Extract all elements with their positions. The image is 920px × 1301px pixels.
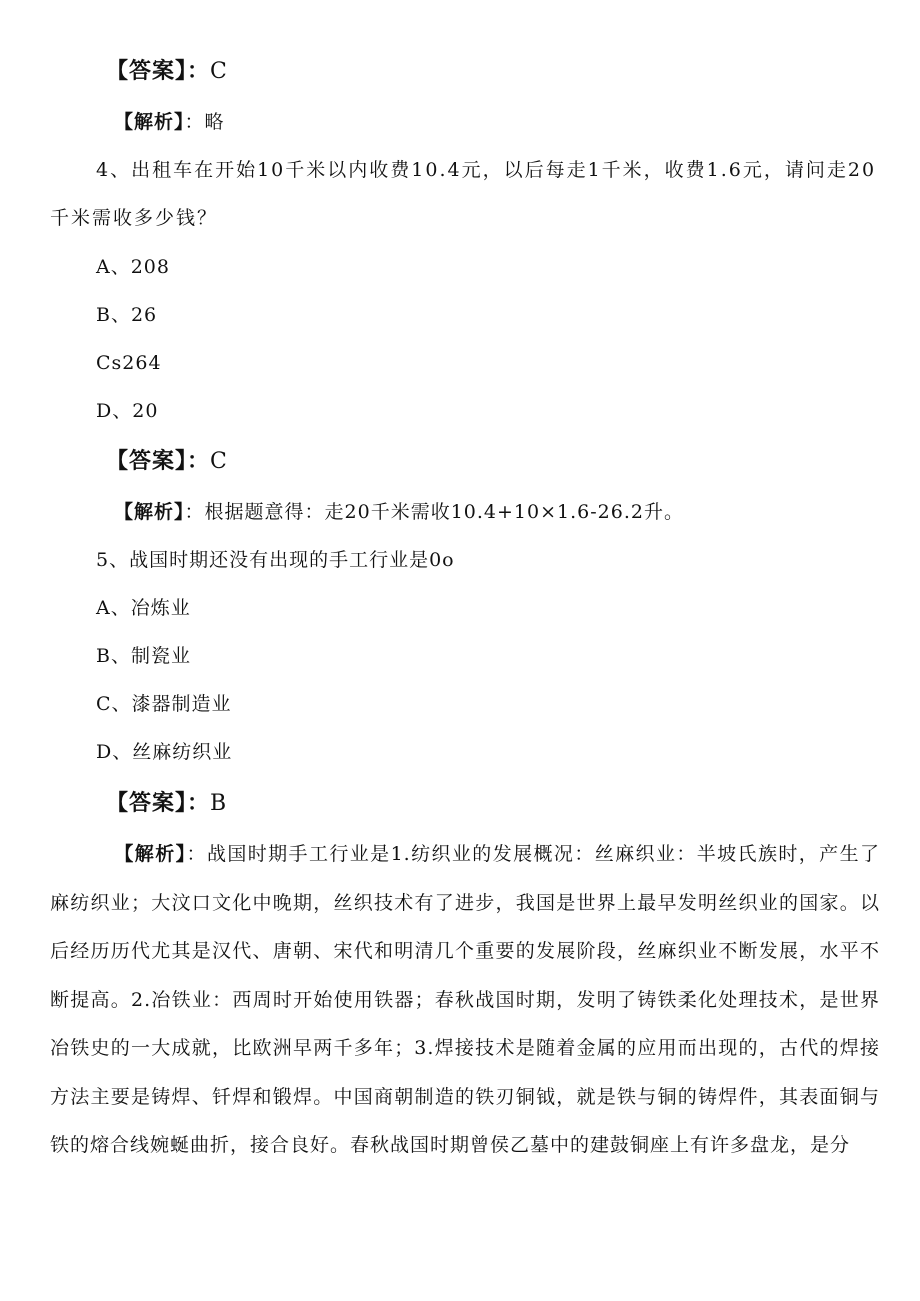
answer-separator: ： [187,791,211,816]
q5-stem: 5、战国时期还没有出现的手工行业是0o [96,549,455,571]
q5-analysis [50,830,880,1170]
analysis-label: 【解析】 [114,111,185,133]
answer-label: 【答案】 [106,791,188,816]
q5-option-b: B、制瓷业 [96,645,191,667]
q4-option-d: D、20 [96,400,159,422]
answer-value: C [210,449,228,474]
q4-stem-line-2: 千米需收多少钱？ [50,207,219,229]
analysis-text: 根据题意得：走20千米需收10.4+10×1.6-26.2升。 [204,501,684,523]
q5-answer [106,792,227,816]
answer-label: 【答案】 [106,449,188,474]
analysis-text: 战国时期手工行业是1.纺织业的发展概况：丝麻织业：半坡氏族时，产生了麻纺织业；大汶口文化中晚期，丝织技术有了进步，我国是世界上最早发明丝织业的国家。以后经历历代尤其是汉代、唐朝、宋代和明清几个重要的发展阶段，丝麻织业不断发展，水平不断提高。2.冶铁业：西周时开始使用铁器；春秋战国时期，发明了铸铁柔化处理技术，是世界冶铁史的一大成就，比欧洲早两千多年；3.焊接技术是随着金属的应用而出现的，古代的焊接方法主要是铸焊、钎焊和锻焊。中国商朝制造的铁刃铜钺，就是铁与铜的铸焊件，其表面铜与铁的熔合线婉蜒曲折，接合良好。春秋战国时期曾侯乙墓中的建鼓铜座上有许多盘龙，是分 [50,843,880,1156]
analysis-label: 【解析】 [114,843,187,865]
q4-option-c: Cs264 [96,352,162,374]
answer-separator: ： [187,449,211,474]
q4-option-b: B、26 [96,304,158,326]
analysis-separator: ： [184,501,205,523]
q4-stem-line-1: 4、出租车在开始10千米以内收费10.4元，以后每走1千米，收费1.6元，请问走20 [96,159,877,181]
analysis-label: 【解析】 [114,501,185,523]
q4-option-a: A、208 [96,256,170,278]
q3-analysis [114,110,225,134]
q4-answer [106,450,228,474]
answer-value: B [210,791,228,816]
analysis-separator: ： [186,843,207,865]
q5-option-d: D、丝麻纺织业 [96,741,233,763]
q3-answer [106,60,228,84]
answer-label: 【答案】 [106,59,188,84]
answer-value: C [210,59,228,84]
analysis-separator: ： [184,111,205,133]
q5-option-a: A、冶炼业 [96,597,191,619]
analysis-text: 略 [204,111,225,133]
q4-analysis [114,500,684,524]
q5-option-c: C、漆器制造业 [96,693,232,715]
answer-separator: ： [187,59,211,84]
